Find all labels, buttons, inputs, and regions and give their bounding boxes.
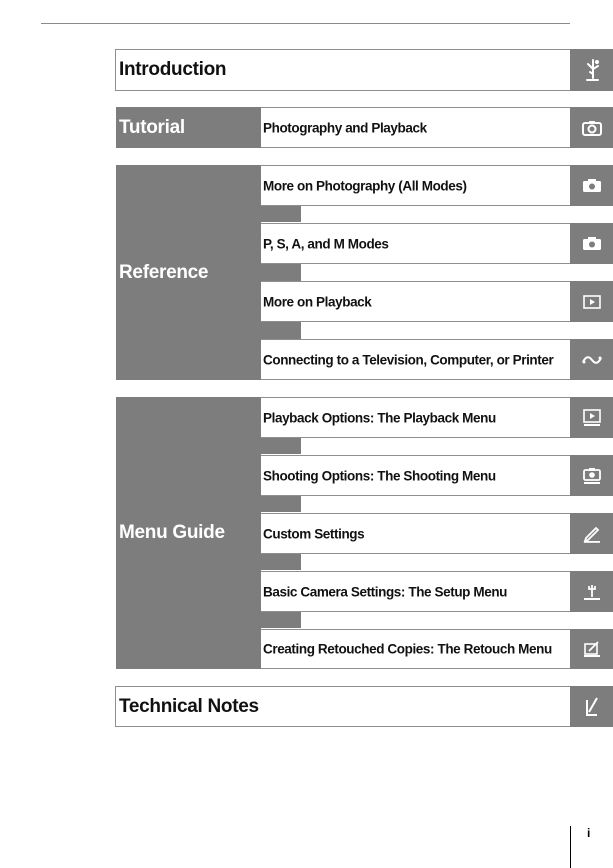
page-number-rule (570, 826, 571, 868)
introduction-link[interactable] (115, 49, 571, 91)
reference-item-psam-modes[interactable] (261, 223, 570, 264)
menu-guide-item-label: Shooting Options: The Shooting Menu (263, 468, 496, 483)
menu-guide-item-setup-menu[interactable] (261, 571, 570, 612)
reference-item-label: P, S, A, and M Modes (263, 236, 389, 251)
menu-guide-spacer (261, 496, 301, 512)
reference-title: Reference (119, 261, 209, 283)
menu-guide-spacer (261, 554, 301, 570)
technical-notes-title: Technical Notes (119, 695, 259, 717)
menu-guide-item-label: Playback Options: The Playback Menu (263, 410, 496, 425)
tutorial-item-label: Photography and Playback (263, 120, 427, 135)
menu-guide-item-playback-menu[interactable] (261, 397, 570, 438)
retouch-menu-icon (570, 629, 613, 669)
reference-section (116, 165, 261, 380)
setup-menu-icon (570, 571, 613, 612)
menu-guide-spacer (261, 612, 301, 628)
camera-icon (570, 223, 613, 264)
shooting-menu-icon (570, 455, 613, 496)
page-number: i (587, 826, 591, 840)
menu-guide-item-label: Creating Retouched Copies: The Retouch Menu (263, 641, 552, 657)
reference-spacer (261, 264, 301, 281)
reference-item-more-playback[interactable] (261, 281, 570, 322)
menu-guide-spacer (261, 438, 301, 454)
reference-spacer (261, 206, 301, 222)
custom-settings-icon (570, 513, 613, 554)
intro-icon (570, 49, 613, 91)
reference-spacer (261, 322, 301, 339)
technical-notes-link[interactable] (115, 686, 571, 727)
top-rule (41, 23, 570, 24)
playback-menu-icon (570, 397, 613, 438)
reference-item-label: More on Playback (263, 294, 372, 309)
camera-playback-icon (570, 107, 613, 148)
tutorial-item-photography-playback[interactable] (261, 107, 570, 148)
reference-item-connecting[interactable] (261, 339, 570, 380)
reference-item-more-photography[interactable] (261, 165, 570, 206)
connection-icon (570, 339, 613, 380)
playback-icon (570, 281, 613, 322)
menu-guide-item-shooting-menu[interactable] (261, 455, 570, 496)
technical-notes-icon (570, 686, 613, 727)
tutorial-title: Tutorial (119, 116, 185, 138)
menu-guide-section (116, 397, 261, 669)
introduction-title: Introduction (119, 59, 227, 80)
tutorial-section (116, 107, 261, 148)
menu-guide-title: Menu Guide (119, 522, 225, 543)
camera-icon (570, 165, 613, 206)
reference-item-label: Connecting to a Television, Computer, or Printer (263, 352, 554, 367)
menu-guide-item-retouch-menu[interactable] (261, 629, 570, 669)
reference-item-label: More on Photography (All Modes) (263, 178, 467, 193)
menu-guide-item-custom-settings[interactable] (261, 513, 570, 554)
menu-guide-item-label: Basic Camera Settings: The Setup Menu (263, 584, 508, 599)
menu-guide-item-label: Custom Settings (263, 526, 365, 541)
